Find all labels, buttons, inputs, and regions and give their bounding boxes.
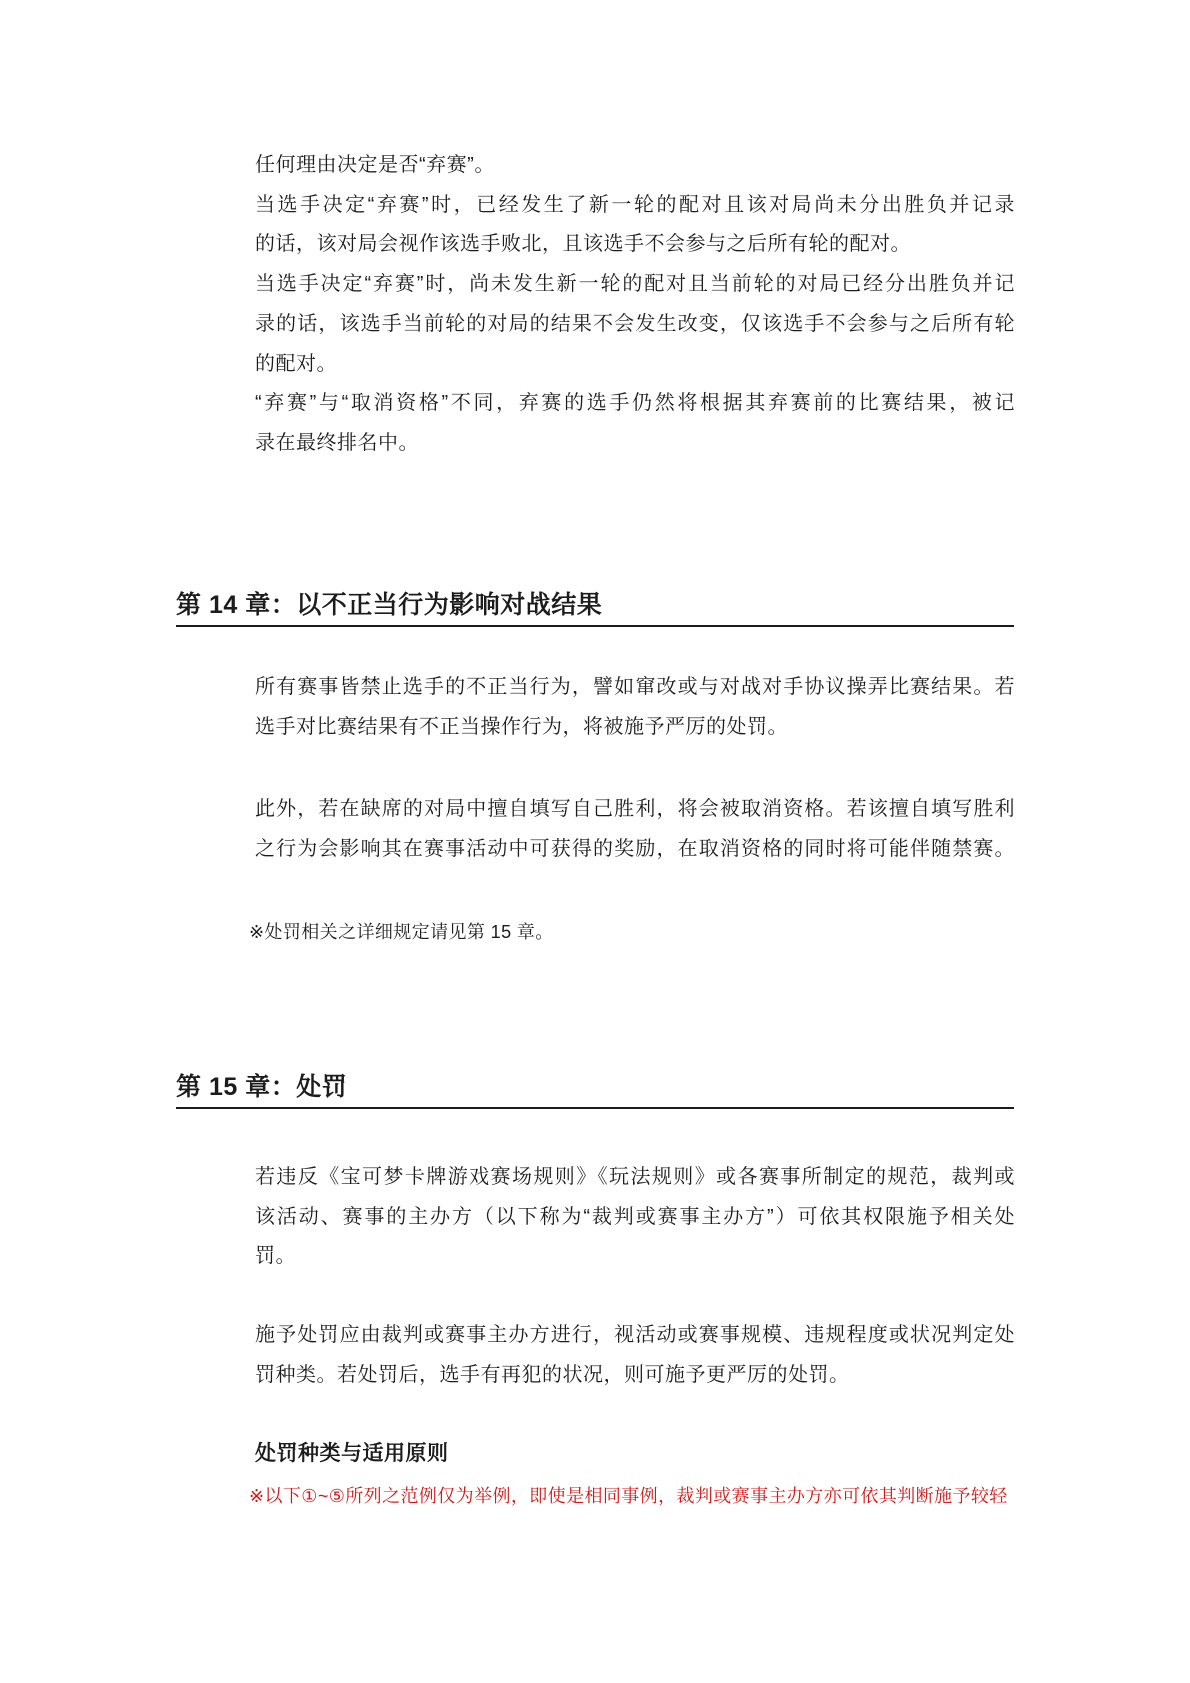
chapter-14-paragraph-2 [255, 790, 1015, 869]
text-line: 罚种类。若处罚后，选手有再犯的状况，则可施予更严厉的处罚。 [255, 1363, 850, 1386]
text-line: 所有赛事皆禁止选手的不正当行为，譬如窜改或与对战对手协议操弄比赛结果。若 [255, 676, 1015, 698]
text-line: 此外，若在缺席的对局中擅自填写自己胜利，将会被取消资格。若该擅自填写胜利 [255, 798, 1015, 820]
text-line: 之行为会影响其在赛事活动中可获得的奖励，在取消资格的同时将可能伴随禁赛。 [255, 837, 1015, 860]
chapter-15-heading-rule [176, 1107, 1014, 1109]
text-line: 施予处罚应由裁判或赛事主办方进行，视活动或赛事规模、违规程度或状况判定处 [255, 1324, 1015, 1346]
chapter-15-paragraph-1 [255, 1158, 1015, 1277]
text-line: “弃赛”与“取消资格”不同，弃赛的选手仍然将根据其弃赛前的比赛结果，被记 [255, 392, 1015, 415]
text-line: 当选手决定“弃赛”时，已经发生了新一轮的配对且该对局尚未分出胜负并记录 [255, 193, 1015, 216]
text-line: 任何理由决定是否“弃赛”。 [255, 154, 495, 176]
text-line: 当选手决定“弃赛”时，尚未发生新一轮的配对且当前轮的对局已经分出胜负并记 [255, 273, 1015, 296]
penalty-red-note: ※以下①~⑤所列之范例仅为举例，即使是相同事例，裁判或赛事主办方亦可依其判断施予较轻 [249, 1486, 1008, 1506]
chapter-14-heading: 第 14 章：以不正当行为影响对战结果 [176, 591, 603, 619]
chapter-15-heading: 第 15 章：处罚 [176, 1073, 348, 1101]
chapter-14-heading-rule [176, 625, 1014, 627]
continuation-paragraph [255, 146, 1015, 464]
text-line: 若违反《宝可梦卡牌游戏赛场规则》《玩法规则》或各赛事所制定的规范，裁判或 [255, 1166, 1015, 1188]
text-line: 罚。 [255, 1245, 296, 1268]
chapter-14-note: ※处罚相关之详细规定请见第 15 章。 [249, 922, 554, 942]
penalty-types-subheading: 处罚种类与适用原则 [255, 1442, 449, 1465]
chapter-14-paragraph-1 [255, 668, 1015, 747]
text-line: 录的话，该选手当前轮的对局的结果不会发生改变，仅该选手不会参与之后所有轮 [255, 312, 1015, 335]
text-line: 录在最终排名中。 [255, 431, 419, 454]
text-line: 的话，该对局会视作该选手败北，且该选手不会参与之后所有轮的配对。 [255, 233, 911, 256]
text-line: 的配对。 [255, 352, 337, 375]
text-line: 选手对比赛结果有不正当操作行为，将被施予严厉的处罚。 [255, 715, 788, 738]
chapter-15-paragraph-2 [255, 1316, 1015, 1395]
text-line: 该活动、赛事的主办方（以下称为“裁判或赛事主办方”）可依其权限施予相关处 [255, 1205, 1015, 1228]
